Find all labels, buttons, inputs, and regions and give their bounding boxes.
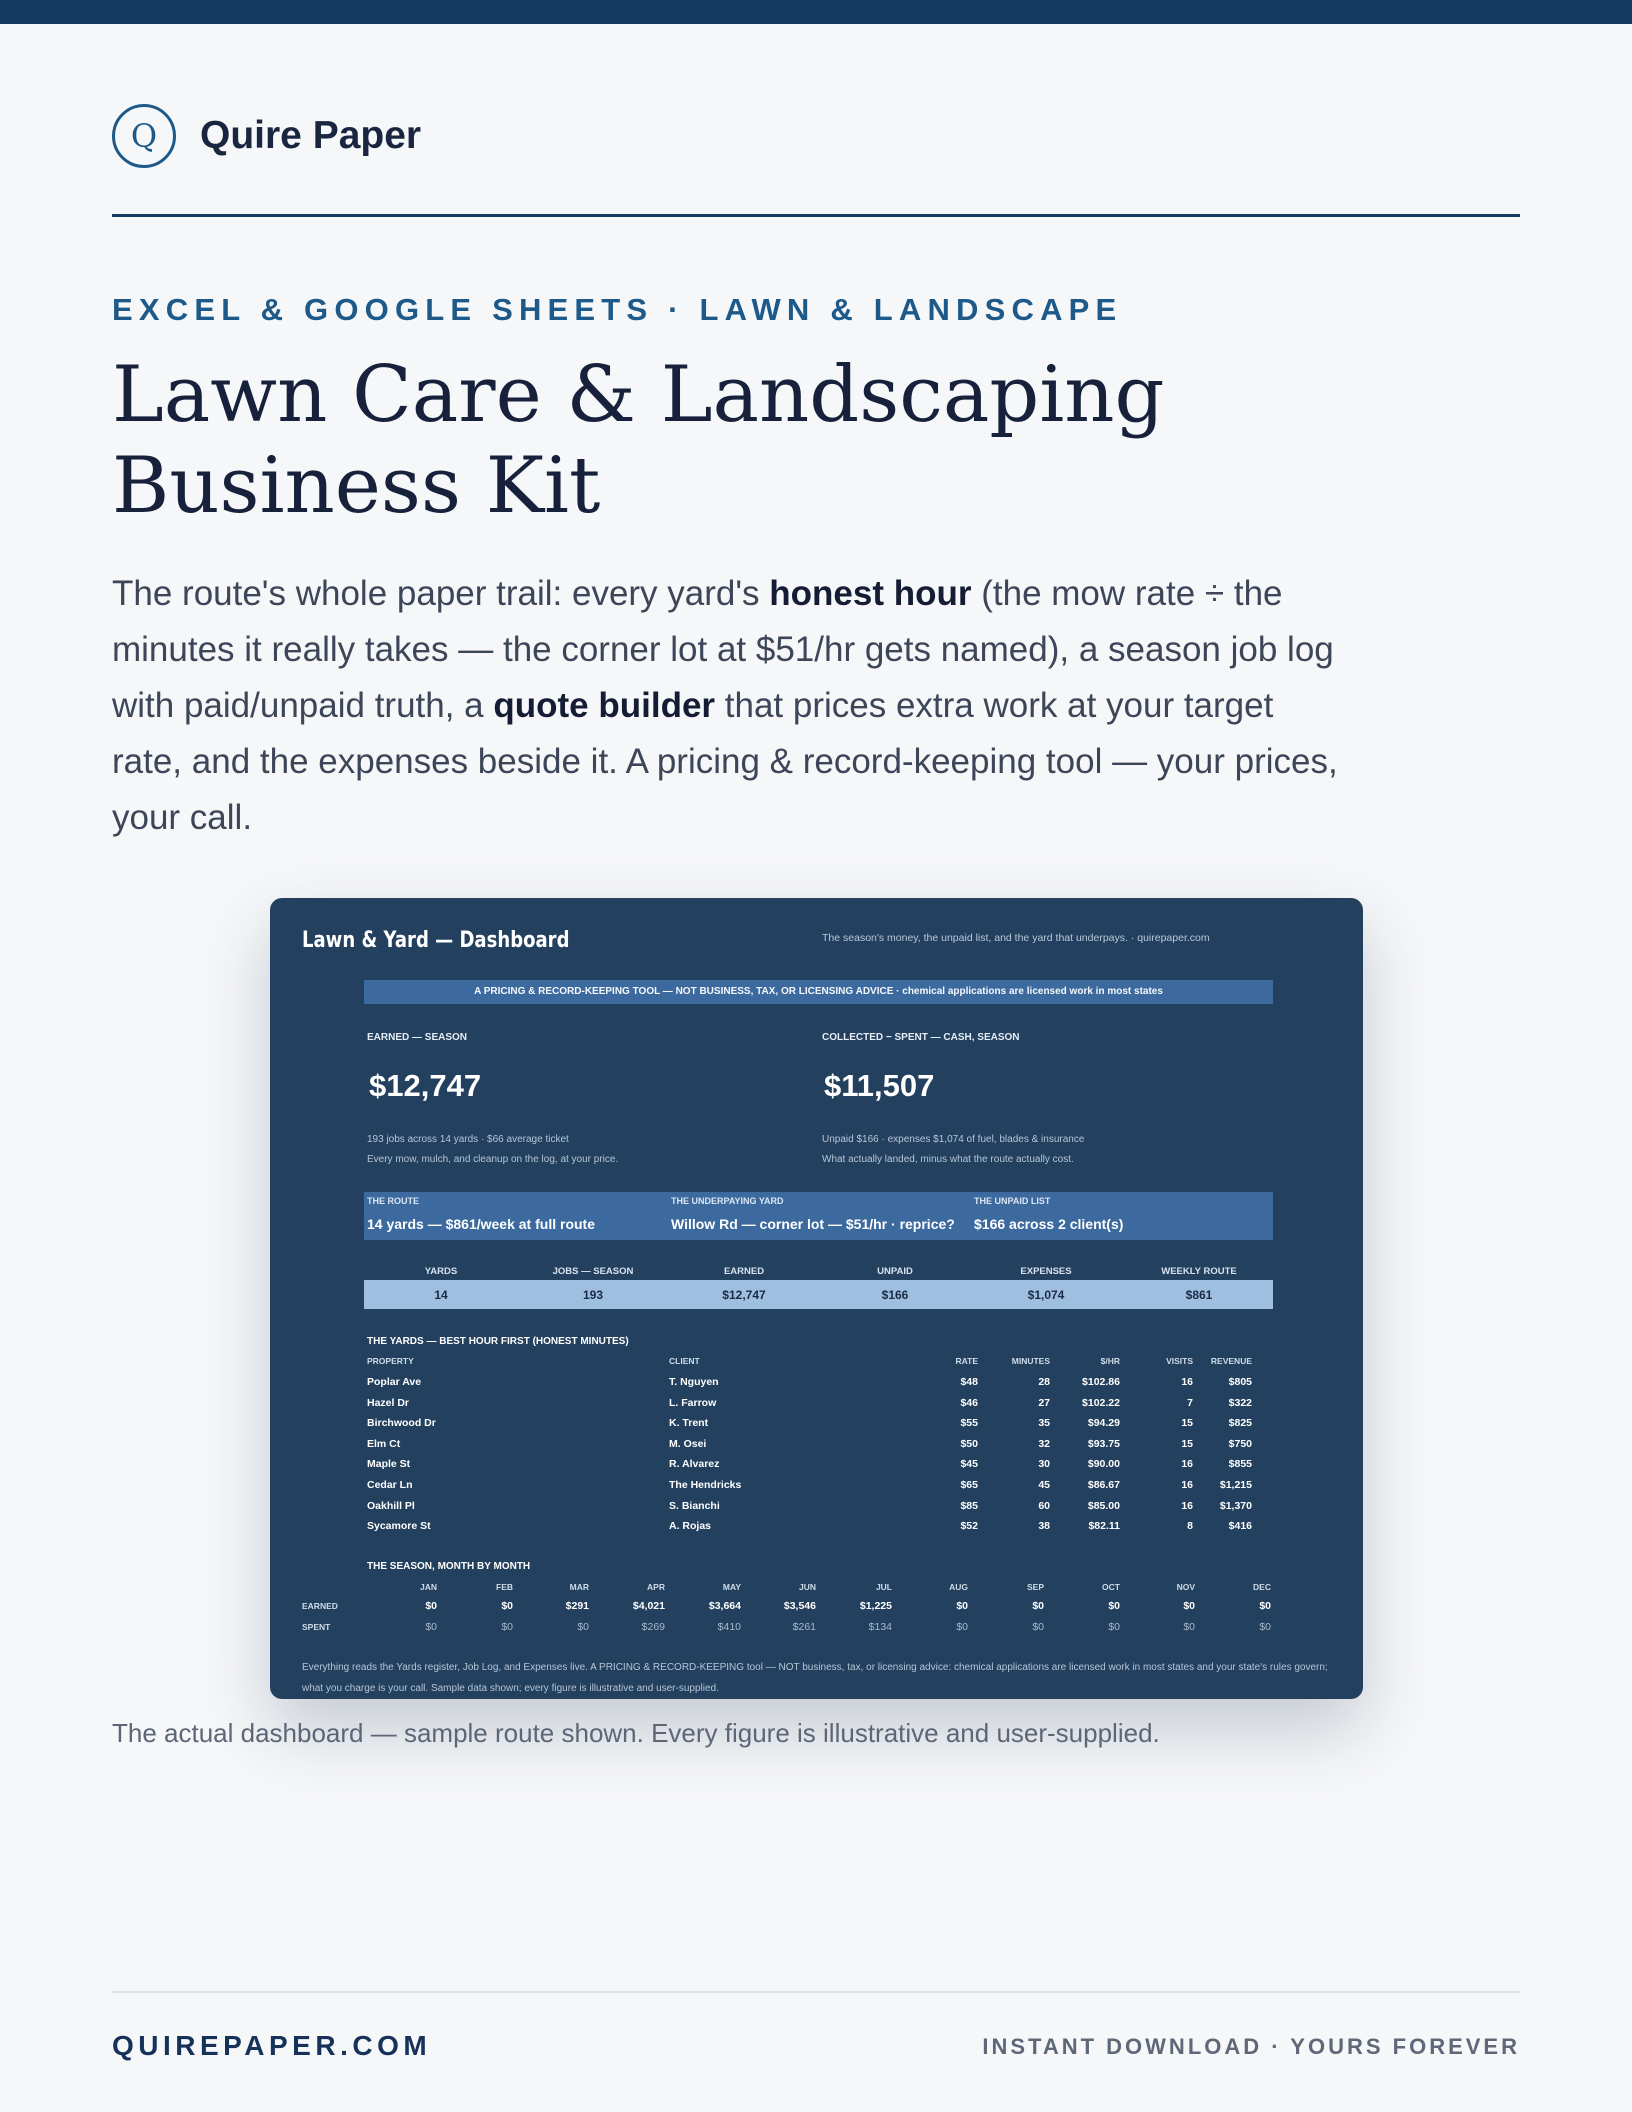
month-header: SEP xyxy=(1026,1582,1044,1592)
month-header: JUN xyxy=(798,1582,816,1592)
yard-rate-cell: $45 xyxy=(960,1458,978,1470)
month-header: AUG xyxy=(949,1582,968,1592)
yard-client-cell: S. Bianchi xyxy=(669,1500,720,1512)
month-earned-cell: $0 xyxy=(1032,1600,1044,1612)
yard-client-cell: K. Trent xyxy=(669,1417,709,1429)
month-earned-cell: $0 xyxy=(1108,1600,1120,1612)
month-earned-cell: $4,021 xyxy=(632,1600,665,1612)
yard-property-cell: Maple St xyxy=(367,1458,411,1470)
yard-per-hour-cell: $93.75 xyxy=(1087,1438,1120,1450)
yard-property-cell: Birchwood Dr xyxy=(367,1417,436,1429)
col-visits: VISITS xyxy=(1166,1356,1193,1366)
dashboard-footer-note: Everything reads the Yards register, Job Log, and Expenses live. A PRICING & RECORD-KEEPING tool — NOT business, tax, or licensing advice: chemical applications are licensed work in most states and your state's rules govern; what you charge is your call. Sample data shown; every figure is illustrative and user-supplied. xyxy=(302,1662,1328,1694)
yard-property-cell: Hazel Dr xyxy=(367,1397,410,1409)
stat-label: JOBS — SEASON xyxy=(552,1266,634,1277)
stat-label: EXPENSES xyxy=(1020,1266,1072,1277)
month-spent-cell: $0 xyxy=(501,1621,513,1633)
underpaying-yard-label: THE UNDERPAYING YARD xyxy=(671,1196,784,1206)
month-spent-cell: $0 xyxy=(1183,1621,1195,1633)
month-spent-cell: $0 xyxy=(425,1621,437,1633)
screenshot-caption: The actual dashboard — sample route shown. Every figure is illustrative and user-supplied. xyxy=(112,1718,1160,1748)
lede-text-3: that prices extra work at your target rate, and the expenses beside it. A pricing & record-keeping tool — your prices, your call. xyxy=(112,686,1338,837)
yard-rate-cell: $85 xyxy=(960,1500,978,1512)
insight-strip xyxy=(364,1192,1273,1240)
lede-bold-1: honest hour xyxy=(769,574,972,613)
month-earned-cell: $0 xyxy=(501,1600,513,1612)
yard-rate-cell: $48 xyxy=(960,1376,978,1388)
month-header: NOV xyxy=(1176,1582,1195,1592)
header-divider xyxy=(112,214,1520,217)
dashboard-screenshot xyxy=(270,898,1363,1699)
yard-visits-cell: 15 xyxy=(1181,1438,1193,1450)
footer-tagline: INSTANT DOWNLOAD · YOURS FOREVER xyxy=(982,2034,1520,2059)
month-header: OCT xyxy=(1102,1582,1120,1592)
season-section-title: THE SEASON, MONTH BY MONTH xyxy=(367,1561,531,1572)
col-property: PROPERTY xyxy=(367,1356,414,1366)
yard-visits-cell: 16 xyxy=(1181,1458,1193,1470)
unpaid-list-label: THE UNPAID LIST xyxy=(974,1196,1051,1206)
earned-row-label: EARNED xyxy=(302,1601,338,1611)
yard-client-cell: The Hendricks xyxy=(669,1479,742,1491)
yard-revenue-cell: $322 xyxy=(1228,1397,1252,1409)
yard-revenue-cell: $825 xyxy=(1228,1417,1252,1429)
yard-revenue-cell: $805 xyxy=(1228,1376,1252,1388)
yard-minutes-cell: 45 xyxy=(1038,1479,1050,1491)
yard-minutes-cell: 32 xyxy=(1038,1438,1050,1450)
footer-divider xyxy=(112,1991,1520,1993)
month-spent-cell: $134 xyxy=(868,1621,892,1633)
route-label: THE ROUTE xyxy=(367,1196,420,1206)
month-earned-cell: $0 xyxy=(1259,1600,1271,1612)
col-client: CLIENT xyxy=(669,1356,700,1366)
month-earned-cell: $0 xyxy=(1183,1600,1195,1612)
yard-client-cell: A. Rojas xyxy=(669,1520,712,1532)
month-spent-cell: $0 xyxy=(1108,1621,1120,1633)
yard-visits-cell: 15 xyxy=(1181,1417,1193,1429)
page-title: Lawn Care & Landscaping Business Kit xyxy=(112,350,1165,531)
yard-per-hour-cell: $90.00 xyxy=(1087,1458,1120,1470)
yard-visits-cell: 16 xyxy=(1181,1500,1193,1512)
month-header: DEC xyxy=(1253,1582,1271,1592)
yard-client-cell: M. Osei xyxy=(669,1438,707,1450)
yard-property-cell: Poplar Ave xyxy=(367,1376,422,1388)
lede-text-1: The route's whole paper trail: every yard's xyxy=(112,574,770,613)
yard-property-cell: Cedar Ln xyxy=(367,1479,413,1491)
yard-property-cell: Oakhill Pl xyxy=(367,1500,415,1512)
month-earned-cell: $0 xyxy=(425,1600,437,1612)
month-spent-cell: $0 xyxy=(1032,1621,1044,1633)
month-header: MAY xyxy=(722,1582,741,1592)
month-earned-cell: $3,546 xyxy=(783,1600,816,1612)
cash-value: $11,507 xyxy=(824,1068,935,1103)
yard-revenue-cell: $1,370 xyxy=(1219,1500,1252,1512)
unpaid-list-value: $166 across 2 client(s) xyxy=(974,1216,1124,1232)
yard-rate-cell: $46 xyxy=(960,1397,978,1409)
earned-note-1: 193 jobs across 14 yards · $66 average ticket xyxy=(367,1134,569,1145)
stat-value: 193 xyxy=(582,1288,604,1302)
yard-revenue-cell: $750 xyxy=(1228,1438,1252,1450)
lede xyxy=(112,566,1342,846)
month-header: FEB xyxy=(496,1582,513,1592)
earned-note-2: Every mow, mulch, and cleanup on the log, at your price. xyxy=(367,1154,619,1165)
yard-minutes-cell: 60 xyxy=(1038,1500,1050,1512)
yard-per-hour-cell: $94.29 xyxy=(1087,1417,1120,1429)
dashboard-tagline: The season's money, the unpaid list, and the yard that underpays. · quirepaper.com xyxy=(822,932,1210,944)
yard-rate-cell: $50 xyxy=(960,1438,978,1450)
month-header: JAN xyxy=(419,1582,437,1592)
yard-visits-cell: 16 xyxy=(1181,1376,1193,1388)
month-spent-cell: $0 xyxy=(956,1621,968,1633)
yard-minutes-cell: 27 xyxy=(1038,1397,1050,1409)
lede-bold-2: quote builder xyxy=(493,686,716,725)
yard-client-cell: R. Alvarez xyxy=(669,1458,720,1470)
month-spent-cell: $0 xyxy=(1259,1621,1271,1633)
month-earned-cell: $0 xyxy=(956,1600,968,1612)
yard-per-hour-cell: $102.86 xyxy=(1082,1376,1120,1388)
yard-rate-cell: $55 xyxy=(960,1417,978,1429)
yard-minutes-cell: 35 xyxy=(1038,1417,1050,1429)
yard-rate-cell: $65 xyxy=(960,1479,978,1491)
yard-revenue-cell: $855 xyxy=(1228,1458,1252,1470)
yard-rate-cell: $52 xyxy=(960,1520,978,1532)
underpaying-yard-value: Willow Rd — corner lot — $51/hr · reprice? xyxy=(671,1216,955,1232)
top-accent-bar xyxy=(0,0,1632,24)
yard-per-hour-cell: $86.67 xyxy=(1087,1479,1120,1491)
stat-value: $1,074 xyxy=(1027,1288,1065,1302)
yard-client-cell: T. Nguyen xyxy=(669,1376,719,1388)
col-revenue: REVENUE xyxy=(1210,1356,1252,1366)
month-spent-cell: $261 xyxy=(792,1621,816,1633)
earned-label: EARNED — SEASON xyxy=(367,1032,468,1043)
dashboard-title: Lawn & Yard — Dashboard xyxy=(302,928,570,953)
yard-client-cell: L. Farrow xyxy=(669,1397,717,1409)
yard-property-cell: Elm Ct xyxy=(367,1438,401,1450)
col-per-hour: $/HR xyxy=(1100,1356,1120,1366)
footer-site-link[interactable]: QUIREPAPER.COM xyxy=(112,2030,432,2061)
yard-per-hour-cell: $85.00 xyxy=(1087,1500,1120,1512)
stat-label: UNPAID xyxy=(877,1266,913,1277)
disclaimer-banner: A PRICING & RECORD-KEEPING TOOL — NOT BUSINESS, TAX, OR LICENSING ADVICE · chemical applications are licensed work in most states xyxy=(364,980,1273,1004)
month-spent-cell: $410 xyxy=(717,1621,741,1633)
stat-label: EARNED xyxy=(723,1266,765,1277)
stat-value: $861 xyxy=(1185,1288,1213,1302)
yard-per-hour-cell: $82.11 xyxy=(1088,1520,1120,1532)
yard-visits-cell: 7 xyxy=(1187,1397,1193,1409)
lede-text-2: (the mow rate ÷ the minutes it really takes — the corner lot at $51/hr gets named), a season job log with paid/unpaid truth, a xyxy=(112,574,1334,725)
col-minutes: MINUTES xyxy=(1011,1356,1050,1366)
yard-revenue-cell: $416 xyxy=(1228,1520,1252,1532)
month-spent-cell: $0 xyxy=(577,1621,589,1633)
month-earned-cell: $1,225 xyxy=(859,1600,892,1612)
month-header: APR xyxy=(647,1582,665,1592)
yard-minutes-cell: 30 xyxy=(1038,1458,1050,1470)
yard-property-cell: Sycamore St xyxy=(367,1520,431,1532)
stat-label: YARDS xyxy=(424,1266,458,1277)
month-header: JUL xyxy=(875,1582,892,1592)
brand[interactable] xyxy=(112,104,421,168)
cash-label: COLLECTED − SPENT — CASH, SEASON xyxy=(822,1032,1020,1043)
brand-name: Quire Paper xyxy=(200,114,422,157)
yard-visits-cell: 16 xyxy=(1181,1479,1193,1491)
yard-visits-cell: 8 xyxy=(1187,1520,1193,1532)
yard-per-hour-cell: $102.22 xyxy=(1082,1397,1120,1409)
spent-row-label: SPENT xyxy=(302,1622,331,1632)
cash-note-1: Unpaid $166 · expenses $1,074 of fuel, blades & insurance xyxy=(822,1134,1085,1145)
month-earned-cell: $3,664 xyxy=(708,1600,741,1612)
stat-value: $166 xyxy=(881,1288,909,1302)
brand-logo-icon: Q xyxy=(112,104,176,168)
month-earned-cell: $291 xyxy=(565,1600,589,1612)
yard-minutes-cell: 28 xyxy=(1038,1376,1050,1388)
route-value: 14 yards — $861/week at full route xyxy=(367,1216,595,1232)
earned-value: $12,747 xyxy=(369,1068,482,1103)
yard-revenue-cell: $1,215 xyxy=(1219,1479,1252,1491)
cash-note-2: What actually landed, minus what the route actually cost. xyxy=(822,1154,1074,1165)
month-header: MAR xyxy=(569,1582,589,1592)
yard-minutes-cell: 38 xyxy=(1038,1520,1050,1532)
eyebrow: EXCEL & GOOGLE SHEETS · LAWN & LANDSCAPE xyxy=(112,292,1123,327)
month-spent-cell: $269 xyxy=(641,1621,665,1633)
col-rate: RATE xyxy=(955,1356,978,1366)
stat-value: 14 xyxy=(434,1288,448,1302)
stat-value: $12,747 xyxy=(722,1288,766,1302)
stat-label: WEEKLY ROUTE xyxy=(1161,1266,1237,1277)
yards-section-title: THE YARDS — BEST HOUR FIRST (HONEST MINUTES) xyxy=(367,1336,629,1347)
